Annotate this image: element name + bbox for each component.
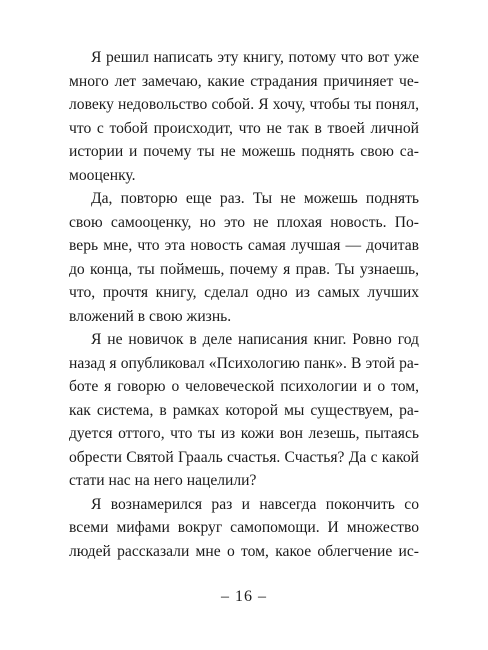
text-line: боте я говорю о человеческой психологии и о том, [69,378,419,395]
paragraph-1 [69,46,419,187]
text-line: ловеку недовольство собой. Я хочу, чтобы ты понял, [69,96,419,113]
text-line: обрести Святой Грааль счастья. Счастья? Да с какой [69,448,419,466]
text-line: как система, в рамках которой мы существуем, ра- [69,401,419,419]
text-line: Я не новичок в деле написания книг. Ровно год [91,331,419,348]
text-line: Я вознамерился раз и навсегда покончить со [91,495,419,513]
text-line: много лет замечаю, какие страдания причиняет че- [69,72,419,90]
text-line: Да, повторю еще раз. Ты не можешь поднять [91,190,419,207]
text-line: что с тобой происходит, что не так в твоей личной [69,119,419,137]
text-line: свою самооценку, но это не плохая новость. По- [69,213,419,231]
text-line: назад я опубликовал «Психологию панк». В этой ра- [69,354,419,372]
page-body [69,46,419,563]
text-line: всеми мифами вокруг самопомощи. И множество [69,519,419,536]
paragraph-2 [69,187,419,328]
text-line: вложений в свою жизнь. [69,307,232,325]
text-line: стати нас на него нацелили? [69,472,257,489]
paragraph-3 [69,328,419,493]
text-line: дуется оттого, что ты из кожи вон лезешь, пытаясь [69,425,419,442]
paragraph-4 [69,493,419,564]
text-line: что, прочтя книгу, сделал одно из самых лучших [69,284,419,301]
text-line: людей рассказали мне о том, какое облегчение ис- [69,542,419,560]
text-line: истории и почему ты не можешь поднять свою са- [69,143,419,160]
text-line: верь мне, что эта новость самая лучшая — дочитав [69,237,419,254]
page-number: – 16 – [221,588,267,605]
text-line: Я решил написать эту книгу, потому что вот уже [91,49,419,66]
text-line: до конца, ты поймешь, почему я прав. Ты узнаешь, [69,260,419,278]
text-line: мооценку. [69,166,136,184]
